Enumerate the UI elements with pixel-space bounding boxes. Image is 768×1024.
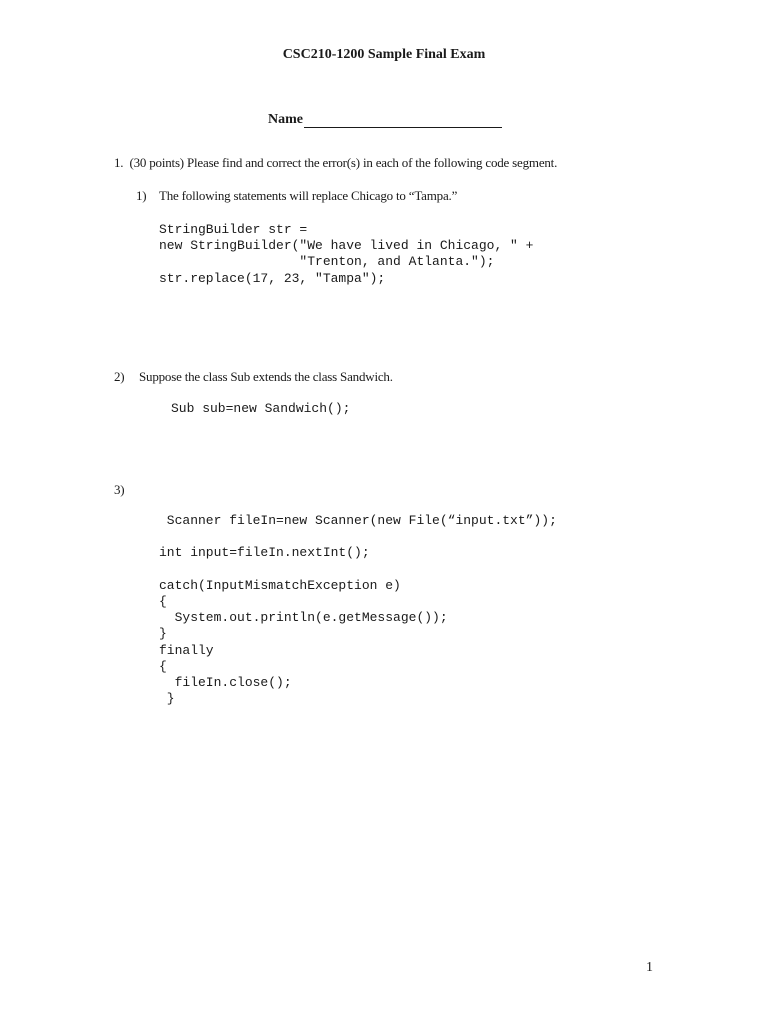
part-2-code: Sub sub=new Sandwich(); <box>171 401 351 416</box>
part-2-number: 2) <box>114 369 125 384</box>
part-3-code: Scanner fileIn=new Scanner(new File(“input.txt”)); int input=fileIn.nextInt(); catch(InputMismatchException e) { System.out.println(e.getMessage()); } finally { fileIn.close(); } <box>159 513 557 707</box>
exam-title: CSC210-1200 Sample Final Exam <box>282 47 486 62</box>
part-2-text: Suppose the class Sub extends the class Sandwich. <box>139 369 393 384</box>
part-1-text: The following statements will replace Chicago to “Tampa.” <box>159 188 458 203</box>
name-label: Name <box>268 112 303 127</box>
part-1-number: 1) <box>136 188 147 203</box>
name-field <box>268 112 502 128</box>
name-blank-line <box>304 113 502 128</box>
part-3-number: 3) <box>114 482 125 497</box>
question-1-prompt: 1. (30 points) Please find and correct the error(s) in each of the following code segment. <box>114 155 558 170</box>
page-number: 1 <box>646 960 653 975</box>
part-1-code: StringBuilder str = new StringBuilder("We have lived in Chicago, " + "Trenton, and Atlanta."); str.replace(17, 23, "Tampa"); <box>159 222 534 286</box>
